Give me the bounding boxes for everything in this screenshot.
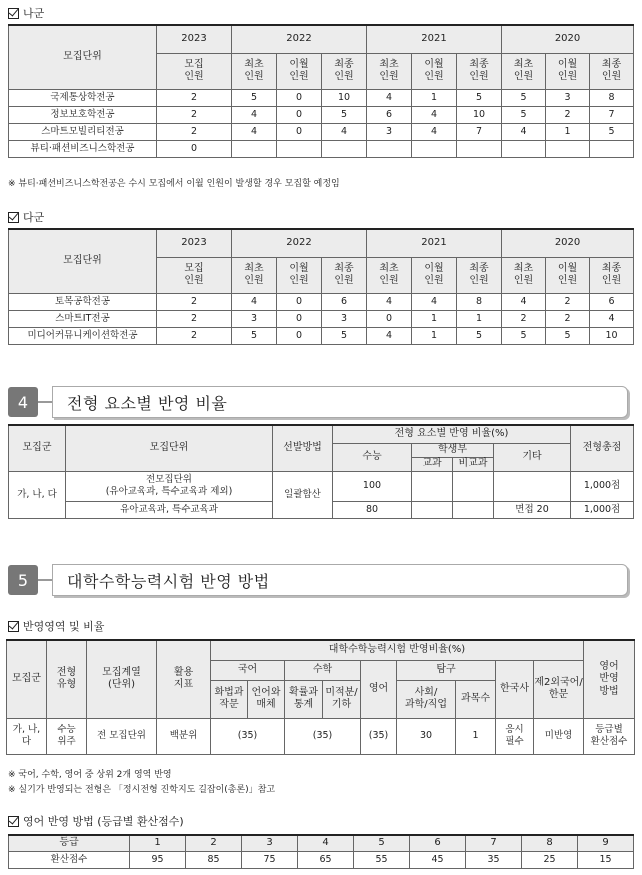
sec5-note-2: ※ 실기가 반영되는 전형은 「정시전형 진학지도 길잡이(총론)」참고: [8, 785, 276, 795]
sec5-group: 가, 나, 다: [7, 718, 47, 754]
table-cell: 5: [232, 327, 277, 344]
sec4-r2-etc: 면접 20: [494, 501, 571, 518]
table-cell: 5: [502, 327, 546, 344]
da-header-sub: 최종 인원: [590, 257, 634, 293]
table-cell: 0: [367, 310, 412, 327]
na-title: 나군: [23, 7, 45, 20]
table-cell: 4: [322, 123, 367, 140]
table-row: [9, 293, 634, 310]
table-cell: [546, 140, 590, 157]
table-cell: 3: [546, 89, 590, 106]
table-cell: 4: [502, 293, 546, 310]
sec5-inquiry: 30: [397, 718, 456, 754]
table-cell: 1: [412, 89, 457, 106]
table-cell: 7: [457, 123, 502, 140]
sec4-h-suneung: 수능: [333, 443, 412, 471]
table-cell: 4: [412, 123, 457, 140]
na-header-sub: 최종 인원: [322, 53, 367, 89]
sec5-english: (35): [361, 718, 397, 754]
sec5-h-unit: 모집계열 (단위): [87, 640, 157, 718]
na-header-sub: 이월 인원: [546, 53, 590, 89]
sec4-h-subject: 교과: [412, 457, 453, 471]
table-cell: 0: [277, 310, 322, 327]
sec5-h-ratio: 대학수학능력시험 반영비율(%): [211, 640, 584, 660]
table-cell: 0: [277, 89, 322, 106]
table-row: [9, 140, 634, 157]
sec5-count: 1: [456, 718, 496, 754]
table-cell: 2: [157, 327, 232, 344]
score-label: 환산점수: [9, 851, 130, 868]
unit-name: 정보보호학전공: [9, 106, 157, 123]
score-cell: 75: [242, 851, 298, 868]
table-cell: 4: [367, 327, 412, 344]
table-row: [9, 310, 634, 327]
grade-cell: 5: [354, 835, 410, 851]
na-header-sub: 최종 인원: [457, 53, 502, 89]
table-cell: 10: [322, 89, 367, 106]
grade-cell: 7: [466, 835, 522, 851]
grade-cell: 9: [578, 835, 634, 851]
score-cell: 95: [130, 851, 186, 868]
table-cell: 1: [412, 327, 457, 344]
sec4-h-group: 모집군: [9, 425, 66, 471]
table-cell: 4: [412, 293, 457, 310]
table-cell: 6: [322, 293, 367, 310]
table-cell: 0: [277, 293, 322, 310]
checkbox-icon: [8, 8, 19, 19]
table-cell: 2: [157, 89, 232, 106]
sec5-h-history: 한국사: [496, 660, 534, 718]
sec5-h-foreign: 제2외국어/ 한문: [534, 660, 584, 718]
grade-cell: 4: [298, 835, 354, 851]
score-cell: 15: [578, 851, 634, 868]
table-cell: 7: [590, 106, 634, 123]
table-cell: [502, 140, 546, 157]
table-cell: 4: [367, 293, 412, 310]
sec4-h-record: 학생부: [412, 443, 494, 457]
table-cell: 6: [590, 293, 634, 310]
table-cell: 2: [157, 310, 232, 327]
table-cell: 5: [502, 89, 546, 106]
sec4-h-method: 선발방법: [273, 425, 333, 471]
da-header-year: 2021: [367, 229, 502, 257]
sec4-r2-suneung: 80: [333, 501, 412, 518]
table-cell: 2: [502, 310, 546, 327]
table-cell: [322, 140, 367, 157]
da-header-sub: 이월 인원: [412, 257, 457, 293]
checkbox-icon: [8, 212, 19, 223]
table-cell: 6: [367, 106, 412, 123]
sec5-unit: 전 모집단위: [87, 718, 157, 754]
da-header-sub: 이월 인원: [546, 257, 590, 293]
na-header-sub: 최초 인원: [502, 53, 546, 89]
unit-name: 토목공학전공: [9, 293, 157, 310]
na-header-sub: 이월 인원: [412, 53, 457, 89]
table-cell: 1: [546, 123, 590, 140]
sec5-h-english: 영어: [361, 660, 397, 718]
table-cell: 8: [457, 293, 502, 310]
da-header-sub: 최초 인원: [232, 257, 277, 293]
sec5-sub-title: 반영영역 및 비율: [8, 618, 104, 634]
table-cell: 4: [232, 106, 277, 123]
sec4-r2-unit: 유아교육과, 특수교육과: [66, 501, 273, 518]
table-cell: 4: [367, 89, 412, 106]
sec5-note-1: ※ 국어, 수학, 영어 중 상위 2개 영역 반영: [8, 770, 172, 780]
table-cell: 5: [322, 106, 367, 123]
sec5-banner: [8, 564, 628, 596]
table-cell: [277, 140, 322, 157]
sec5-h-eng-method: 영어 반영 방법: [584, 640, 635, 718]
da-header-year: 2022: [232, 229, 367, 257]
sec5-h-k2: 언어와 매체: [248, 680, 285, 718]
na-header-sub: 최종 인원: [590, 53, 634, 89]
table-cell: 0: [277, 327, 322, 344]
da-title: 다군: [23, 211, 45, 224]
sec5-h-korean: 국어: [211, 660, 285, 680]
sec4-h-unit: 모집단위: [66, 425, 273, 471]
sec4-title: 전형 요소별 반영 비율: [52, 386, 628, 418]
sec5-number: 5: [8, 565, 38, 595]
table-cell: 4: [590, 310, 634, 327]
sec4-h-etc: 기타: [494, 443, 571, 471]
eng-grade-table: [8, 834, 634, 869]
sec5-foreign: 미반영: [534, 718, 584, 754]
table-cell: 8: [590, 89, 634, 106]
grade-label: 등급: [9, 835, 130, 851]
da-header-sub: 최초 인원: [367, 257, 412, 293]
table-cell: 5: [590, 123, 634, 140]
sec4-banner: [8, 386, 628, 418]
sec5-h-math: 수학: [285, 660, 361, 680]
table-cell: 5: [502, 106, 546, 123]
table-cell: 3: [232, 310, 277, 327]
na-header-year: 2023: [157, 25, 232, 53]
table-cell: 4: [232, 293, 277, 310]
sec4-r1-total: 1,000점: [571, 471, 634, 501]
table-row: [9, 123, 634, 140]
da-section-title: [8, 209, 44, 225]
na-table: [8, 24, 634, 158]
table-cell: 2: [157, 123, 232, 140]
checkbox-icon: [8, 621, 19, 632]
table-cell: 0: [277, 123, 322, 140]
sec5-h-m1: 확률과 통계: [285, 680, 323, 718]
sec5-eng-method: 등급별 환산점수: [584, 718, 635, 754]
table-cell: [412, 140, 457, 157]
table-cell: 4: [502, 123, 546, 140]
sec5-title: 대학수학능력시험 반영 방법: [52, 564, 628, 596]
table-cell: [457, 140, 502, 157]
table-cell: 5: [546, 327, 590, 344]
sec5-korean: (35): [211, 718, 285, 754]
table-cell: 1: [412, 310, 457, 327]
table-cell: 2: [546, 310, 590, 327]
da-header-sub: 이월 인원: [277, 257, 322, 293]
da-header-year: 2020: [502, 229, 634, 257]
sec4-group: 가, 나, 다: [9, 471, 66, 518]
sec4-h-total: 전형총점: [571, 425, 634, 471]
da-header-sub: 최초 인원: [502, 257, 546, 293]
score-cell: 25: [522, 851, 578, 868]
sec5-h-i1: 사회/ 과학/직업: [397, 680, 456, 718]
table-cell: 10: [457, 106, 502, 123]
unit-name: 미디어커뮤니케이션학전공: [9, 327, 157, 344]
table-cell: 2: [157, 106, 232, 123]
na-header-year: 2021: [367, 25, 502, 53]
sec5-h-m2: 미적분/ 기하: [323, 680, 361, 718]
table-cell: 10: [590, 327, 634, 344]
grade-cell: 3: [242, 835, 298, 851]
na-header-unit: 모집단위: [9, 25, 157, 89]
score-cell: 35: [466, 851, 522, 868]
table-cell: 2: [546, 293, 590, 310]
na-section-title: [8, 5, 44, 21]
sec4-r2-total: 1,000점: [571, 501, 634, 518]
sec5-h-group: 모집군: [7, 640, 47, 718]
sec5-h-index: 활용 지표: [157, 640, 211, 718]
sec5-table: [6, 639, 635, 755]
score-cell: 55: [354, 851, 410, 868]
da-header-sub: 모집 인원: [157, 257, 232, 293]
grade-cell: 8: [522, 835, 578, 851]
grade-cell: 6: [410, 835, 466, 851]
table-cell: 2: [157, 293, 232, 310]
da-header-sub: 최종 인원: [457, 257, 502, 293]
score-cell: 45: [410, 851, 466, 868]
na-header-sub: 이월 인원: [277, 53, 322, 89]
na-header-sub: 모집 인원: [157, 53, 232, 89]
table-cell: [232, 140, 277, 157]
table-cell: [367, 140, 412, 157]
sec4-h-ratio: 전형 요소별 반영 비율(%): [333, 425, 571, 443]
grade-cell: 2: [186, 835, 242, 851]
sec5-h-i2: 과목수: [456, 680, 496, 718]
score-cell: 65: [298, 851, 354, 868]
unit-name: 스마트모빌리티전공: [9, 123, 157, 140]
table-cell: 3: [367, 123, 412, 140]
sec5-h-inquiry: 탐구: [397, 660, 496, 680]
table-row: [9, 106, 634, 123]
sec5-type: 수능 위주: [47, 718, 87, 754]
table-cell: 1: [457, 310, 502, 327]
na-header-year: 2022: [232, 25, 367, 53]
sec4-r1-unit: 전모집단위 (유아교육과, 특수교육과 제외): [66, 471, 273, 501]
table-cell: 5: [457, 89, 502, 106]
table-cell: 2: [546, 106, 590, 123]
table-cell: 4: [232, 123, 277, 140]
table-cell: 4: [412, 106, 457, 123]
table-cell: 0: [157, 140, 232, 157]
da-header-sub: 최종 인원: [322, 257, 367, 293]
da-header-year: 2023: [157, 229, 232, 257]
sec5-index: 백분위: [157, 718, 211, 754]
na-note: ※ 뷰티·패션비즈니스학전공은 수시 모집에서 이월 인원이 발생할 경우 모집할 예정임: [8, 179, 340, 189]
sec4-number: 4: [8, 387, 38, 417]
table-cell: [590, 140, 634, 157]
sec4-h-nonsubject: 비교과: [453, 457, 494, 471]
sec5-eng-title: 영어 반영 방법 (등급별 환산점수): [8, 813, 184, 829]
na-header-sub: 최초 인원: [232, 53, 277, 89]
da-table: [8, 228, 634, 345]
banner-connector: [38, 401, 52, 403]
checkbox-icon: [8, 816, 19, 827]
unit-name: 뷰티·패션비즈니스학전공: [9, 140, 157, 157]
sec4-method: 일괄합산: [273, 471, 333, 518]
sec5-history: 응시 필수: [496, 718, 534, 754]
na-header-year: 2020: [502, 25, 634, 53]
unit-name: 스마트IT전공: [9, 310, 157, 327]
unit-name: 국제통상학전공: [9, 89, 157, 106]
table-cell: 5: [232, 89, 277, 106]
table-cell: 5: [322, 327, 367, 344]
table-row: [9, 327, 634, 344]
sec4-r1-suneung: 100: [333, 471, 412, 501]
table-cell: 5: [457, 327, 502, 344]
sec5-h-type: 전형 유형: [47, 640, 87, 718]
da-header-unit: 모집단위: [9, 229, 157, 293]
sec5-math: (35): [285, 718, 361, 754]
banner-connector: [38, 579, 52, 581]
table-cell: 3: [322, 310, 367, 327]
grade-cell: 1: [130, 835, 186, 851]
table-row: [9, 89, 634, 106]
sec4-table: [8, 424, 634, 519]
score-cell: 85: [186, 851, 242, 868]
na-header-sub: 최초 인원: [367, 53, 412, 89]
table-cell: 0: [277, 106, 322, 123]
sec5-h-k1: 화법과 작문: [211, 680, 248, 718]
